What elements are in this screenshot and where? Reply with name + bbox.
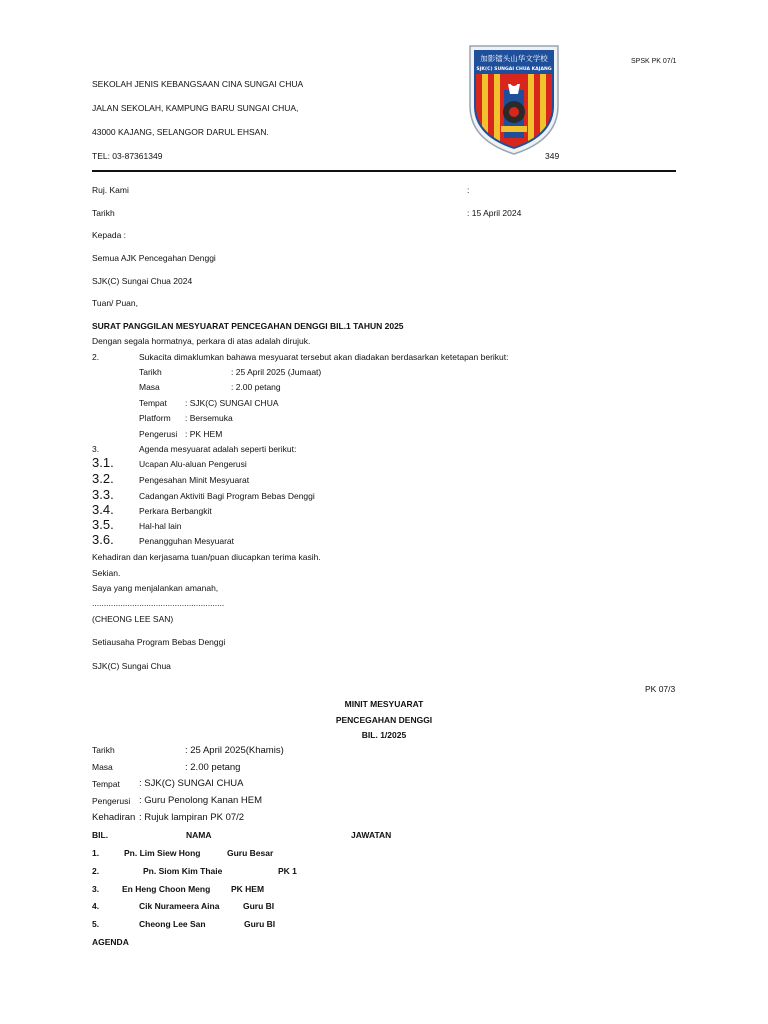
column-header-bil: BIL. <box>92 830 109 840</box>
paragraph-3-number: 3. <box>92 444 100 454</box>
table-row-jawatan: Guru BI <box>243 901 275 911</box>
minutes-subtitle: PENCEGAHAN DENGGI <box>335 715 433 725</box>
minutes-label-attendance: Kehadiran <box>92 812 136 823</box>
minutes-value-date: : 25 April 2025(Khamis) <box>185 745 284 756</box>
signer-title: Setiausaha Program Bebas Denggi <box>92 637 226 647</box>
paragraph-2-number: 2. <box>92 352 100 362</box>
agenda-number: 3.6. <box>92 532 114 547</box>
table-row-bil: 5. <box>92 919 100 929</box>
header-divider <box>92 170 676 172</box>
school-telephone: TEL: 03-87361349 <box>92 151 163 161</box>
detail-label-date: Tarikh <box>139 367 162 377</box>
minutes-value-attendance: : Rujuk lampiran PK 07/2 <box>139 812 245 823</box>
table-row-nama: Cheong Lee San <box>139 919 206 929</box>
minutes-title: MINIT MESYUARAT <box>344 699 424 709</box>
detail-value-date: : 25 April 2025 (Jumaat) <box>231 367 322 377</box>
school-fax-partial: 349 <box>545 151 560 161</box>
agenda-number: 3.1. <box>92 455 114 470</box>
signer-school: SJK(C) Sungai Chua <box>92 661 171 671</box>
agenda-item: Cadangan Aktiviti Bagi Program Bebas Denggi <box>139 491 315 501</box>
date-value: : 15 April 2024 <box>467 208 522 218</box>
reference-label: Ruj. Kami <box>92 185 129 195</box>
column-header-jawatan: JAWATAN <box>351 830 392 840</box>
minutes-value-chair: : Guru Penolong Kanan HEM <box>139 795 263 806</box>
table-row-nama: Cik Nurameera Aina <box>139 901 220 911</box>
table-row-bil: 3. <box>92 884 100 894</box>
agenda-heading: AGENDA <box>92 937 129 947</box>
table-row-jawatan: PK 1 <box>278 866 297 876</box>
agenda-item: Hal-hal lain <box>139 521 182 531</box>
salutation: Tuan/ Puan, <box>92 298 138 308</box>
table-row-bil: 2. <box>92 866 100 876</box>
table-row-jawatan: Guru Besar <box>227 848 274 858</box>
table-row-nama: Pn. Siom Kim Thaie <box>143 866 223 876</box>
closing-sekian: Sekian. <box>92 568 121 578</box>
agenda-number: 3.5. <box>92 517 114 532</box>
intro-paragraph: Dengan segala hormatnya, perkara di atas adalah dirujuk. <box>92 336 311 346</box>
minutes-label-venue: Tempat <box>92 779 120 789</box>
agenda-number: 3.3. <box>92 487 114 502</box>
detail-label-venue: Tempat <box>139 398 167 408</box>
date-label: Tarikh <box>92 208 115 218</box>
agenda-number: 3.4. <box>92 502 114 517</box>
detail-label-platform: Platform <box>139 413 171 423</box>
recipient-line2: SJK(C) Sungai Chua 2024 <box>92 276 193 286</box>
minutes-label-date: Tarikh <box>92 745 115 755</box>
column-header-nama: NAMA <box>186 830 212 840</box>
thanks-paragraph: Kehadiran dan kerjasama tuan/puan diucapkan terima kasih. <box>92 552 321 562</box>
paragraph-3-text: Agenda mesyuarat adalah seperti berikut: <box>139 444 297 454</box>
detail-value-platform: : Bersemuka <box>185 413 233 423</box>
table-row-bil: 4. <box>92 901 100 911</box>
agenda-item: Penangguhan Mesyuarat <box>139 536 234 546</box>
agenda-number: 3.2. <box>92 471 114 486</box>
detail-label-time: Masa <box>139 382 160 392</box>
paragraph-2-text: Sukacita dimaklumkan bahawa mesyuarat tersebut akan diadakan berdasarkan ketetapan berikut: <box>139 352 509 362</box>
letter-subject: SURAT PANGGILAN MESYUARAT PENCEGAHAN DENGGI BIL.1 TAHUN 2025 <box>92 321 404 331</box>
table-row-nama: Pn. Lim Siew Hong <box>124 848 201 858</box>
svg-text:加影镭头山华文学校: 加影镭头山华文学校 <box>480 54 548 63</box>
to-label: Kepada : <box>92 230 127 240</box>
agenda-item: Ucapan Alu-aluan Pengerusi <box>139 459 247 469</box>
signer-name: (CHEONG LEE SAN) <box>92 614 174 624</box>
minutes-value-time: : 2.00 petang <box>185 762 241 773</box>
table-row-jawatan: Guru BI <box>244 919 276 929</box>
detail-value-venue: : SJK(C) SUNGAI CHUA <box>185 398 279 408</box>
school-address-line2: 43000 KAJANG, SELANGOR DARUL EHSAN. <box>92 127 269 137</box>
detail-value-chair: : PK HEM <box>185 429 223 439</box>
recipient-line1: Semua AJK Pencegahan Denggi <box>92 253 216 263</box>
table-row-bil: 1. <box>92 848 100 858</box>
agenda-item: Perkara Berbangkit <box>139 506 212 516</box>
table-row-jawatan: PK HEM <box>231 884 265 894</box>
school-crest-logo <box>468 44 560 156</box>
svg-text:SJK(C) SUNGAI CHUA KAJANG: SJK(C) SUNGAI CHUA KAJANG <box>476 67 552 72</box>
minutes-value-venue: : SJK(C) SUNGAI CHUA <box>139 778 244 789</box>
detail-label-chair: Pengerusi <box>139 429 178 439</box>
minutes-number: BIL. 1/2025 <box>361 730 407 740</box>
detail-value-time: : 2.00 petang <box>231 382 281 392</box>
school-name: SEKOLAH JENIS KEBANGSAAN CINA SUNGAI CHUA <box>92 79 304 89</box>
school-address-line1: JALAN SEKOLAH, KAMPUNG BARU SUNGAI CHUA, <box>92 103 299 113</box>
minutes-label-chair: Pengerusi <box>92 796 131 806</box>
minutes-document-code: PK 07/3 <box>645 684 676 694</box>
minutes-label-time: Masa <box>92 762 113 772</box>
reference-value: : <box>467 185 470 195</box>
table-row-nama: En Heng Choon Meng <box>122 884 211 894</box>
signature-line: ........................................................ <box>92 598 225 608</box>
document-code: SPSK PK 07/1 <box>631 58 677 65</box>
closing-amanah: Saya yang menjalankan amanah, <box>92 583 219 593</box>
agenda-item: Pengesahan Minit Mesyuarat <box>139 475 250 485</box>
